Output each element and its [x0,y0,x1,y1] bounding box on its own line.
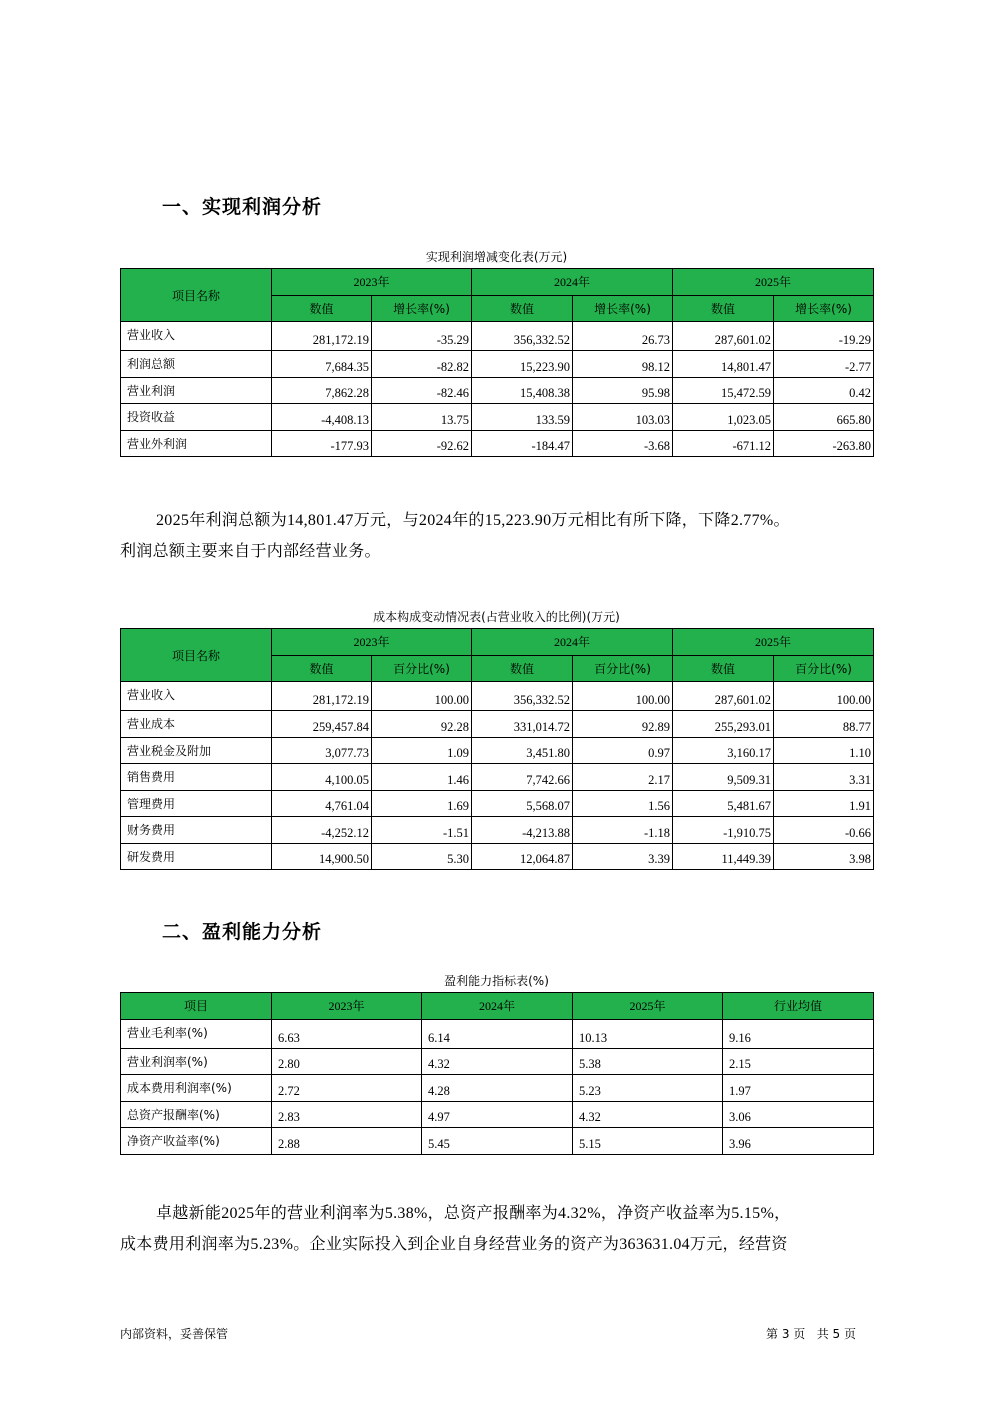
paragraph-line: 成本费用利润率为5.23%。企业实际投入到企业自身经营业务的资产为363631.04万元，经营资 [120,1236,788,1253]
table2-year: 2025年 [673,629,874,656]
table-row [121,1101,874,1128]
table2-caption: 成本构成变动情况表(占营业收入的比例)(万元) [373,610,620,624]
table1-sub-value: 数值 [472,295,573,322]
cell: -1.18 [573,817,673,844]
table-row [121,790,874,817]
cell: 9.16 [723,1019,874,1048]
cell: 14,801.47 [673,351,774,378]
cell: 5,568.07 [472,790,573,817]
cell: 15,472.59 [673,377,774,404]
section-title-profit: 一、实现利润分析 [162,196,323,218]
cell: 1.69 [372,790,472,817]
table-row [121,404,874,431]
cell: 4.32 [573,1101,723,1128]
cell: 2.83 [272,1101,422,1128]
paragraph-line: 利润总额主要来自于内部经营业务。 [120,543,381,560]
table-row [121,843,874,870]
cell: -82.46 [372,377,472,404]
cell: 0.97 [573,737,673,764]
paragraph-line: 2025年利润总额为14,801.47万元，与2024年的15,223.90万元相比有所下降，下降2.77%。 [156,512,790,529]
cell: 356,332.52 [472,682,573,711]
row-name: 营业税金及附加 [121,737,272,764]
cell: 103.03 [573,404,673,431]
table1-year: 2023年 [272,269,472,296]
cell: 13.75 [372,404,472,431]
cell: 3,451.80 [472,737,573,764]
cell: 6.63 [272,1019,422,1048]
cell: 2.80 [272,1048,422,1075]
row-name: 营业成本 [121,711,272,738]
cell: 5.23 [573,1075,723,1102]
cell: 3.39 [573,843,673,870]
table3-header: 2024年 [422,993,573,1020]
cell: 1,023.05 [673,404,774,431]
cell: 1.10 [774,737,874,764]
cell: 331,014.72 [472,711,573,738]
cell: 5.15 [573,1128,723,1155]
cell: 2.72 [272,1075,422,1102]
table1-sub-rate: 增长率(%) [573,295,673,322]
cell: -92.62 [372,430,472,457]
cell: 7,742.66 [472,764,573,791]
cell: 14,900.50 [272,843,372,870]
profitability-paragraph [120,1198,873,1260]
cell: 3.06 [723,1101,874,1128]
row-name: 总资产报酬率(%) [121,1101,272,1128]
cell: -184.47 [472,430,573,457]
row-name: 财务费用 [121,817,272,844]
cell: 281,172.19 [272,322,372,351]
cell: 3.96 [723,1128,874,1155]
table-row [121,1048,874,1075]
cell: 259,457.84 [272,711,372,738]
footer-page-number: 第 3 页 共 5 页 [766,1327,856,1341]
table1-caption: 实现利润增减变化表(万元) [425,250,568,264]
cell: 2.88 [272,1128,422,1155]
table-row [121,817,874,844]
cell: 3.98 [774,843,874,870]
paragraph-line: 卓越新能2025年的营业利润率为5.38%，总资产报酬率为4.32%，净资产收益率为5.15%， [156,1205,791,1222]
cell: 10.13 [573,1019,723,1048]
cell: 98.12 [573,351,673,378]
cell: -263.80 [774,430,874,457]
row-name: 营业收入 [121,682,272,711]
cell: 95.98 [573,377,673,404]
row-name: 净资产收益率(%) [121,1128,272,1155]
profit-paragraph [120,505,873,567]
cell: 2.15 [723,1048,874,1075]
cell: 4.32 [422,1048,573,1075]
cell: 0.42 [774,377,874,404]
table2-sub-pct: 百分比(%) [573,655,673,682]
cell: 12,064.87 [472,843,573,870]
cell: 281,172.19 [272,682,372,711]
cell: -177.93 [272,430,372,457]
row-name: 营业利润 [121,377,272,404]
table3-header: 2025年 [573,993,723,1020]
cell: 2.17 [573,764,673,791]
table2-sub-value: 数值 [272,655,372,682]
row-name: 营业毛利率(%) [121,1019,272,1048]
cell: 7,684.35 [272,351,372,378]
cell: 100.00 [573,682,673,711]
cell: 9,509.31 [673,764,774,791]
table1-header-name: 项目名称 [121,269,272,322]
cell: 3.31 [774,764,874,791]
table-row [121,322,874,351]
cell: -3.68 [573,430,673,457]
row-name: 成本费用利润率(%) [121,1075,272,1102]
cell: 287,601.02 [673,682,774,711]
table2-sub-pct: 百分比(%) [372,655,472,682]
table3-header: 项目 [121,993,272,1020]
table3-caption: 盈利能力指标表(%) [444,974,549,988]
profit-change-table [120,268,874,457]
cell: 6.14 [422,1019,573,1048]
cell: 1.56 [573,790,673,817]
cell: 1.46 [372,764,472,791]
table2-year: 2024年 [472,629,673,656]
footer-confidential: 内部资料，妥善保管 [120,1327,229,1341]
cell: 1.91 [774,790,874,817]
table-row [121,430,874,457]
cell: -19.29 [774,322,874,351]
cell: -1.51 [372,817,472,844]
cell: -4,213.88 [472,817,573,844]
table1-year: 2025年 [673,269,874,296]
table-row [121,764,874,791]
cell: 3,077.73 [272,737,372,764]
table-row [121,711,874,738]
table-row [121,737,874,764]
table-row [121,1019,874,1048]
cell: -4,252.12 [272,817,372,844]
cell: 287,601.02 [673,322,774,351]
table-row [121,682,874,711]
cell: 5.38 [573,1048,723,1075]
cell: 5.45 [422,1128,573,1155]
cell: 255,293.01 [673,711,774,738]
cell: 665.80 [774,404,874,431]
table2-header-name: 项目名称 [121,629,272,682]
table2-sub-pct: 百分比(%) [774,655,874,682]
cell: 4.28 [422,1075,573,1102]
cell: 3,160.17 [673,737,774,764]
cell: 4.97 [422,1101,573,1128]
cell: 356,332.52 [472,322,573,351]
cell: 88.77 [774,711,874,738]
cell: 15,408.38 [472,377,573,404]
cell: 1.09 [372,737,472,764]
table1-sub-rate: 增长率(%) [372,295,472,322]
table1-sub-value: 数值 [272,295,372,322]
cell: -671.12 [673,430,774,457]
row-name: 研发费用 [121,843,272,870]
cell: 7,862.28 [272,377,372,404]
cell: 5.30 [372,843,472,870]
row-name: 利润总额 [121,351,272,378]
cell: 133.59 [472,404,573,431]
cell: 4,761.04 [272,790,372,817]
table1-sub-rate: 增长率(%) [774,295,874,322]
table3-header: 行业均值 [723,993,874,1020]
cell: -2.77 [774,351,874,378]
cell: 100.00 [774,682,874,711]
cell: 15,223.90 [472,351,573,378]
section-title-profitability: 二、盈利能力分析 [162,921,323,943]
cell: 92.28 [372,711,472,738]
table2-sub-value: 数值 [472,655,573,682]
table3-header: 2023年 [272,993,422,1020]
table1-sub-value: 数值 [673,295,774,322]
table1-year: 2024年 [472,269,673,296]
row-name: 营业利润率(%) [121,1048,272,1075]
row-name: 销售费用 [121,764,272,791]
cell: 100.00 [372,682,472,711]
cell: -1,910.75 [673,817,774,844]
table2-year: 2023年 [272,629,472,656]
table-row [121,377,874,404]
cell: -82.82 [372,351,472,378]
row-name: 投资收益 [121,404,272,431]
row-name: 营业外利润 [121,430,272,457]
table-row [121,1075,874,1102]
cell: -4,408.13 [272,404,372,431]
row-name: 管理费用 [121,790,272,817]
cell: -35.29 [372,322,472,351]
cell: 26.73 [573,322,673,351]
cell: 5,481.67 [673,790,774,817]
table2-sub-value: 数值 [673,655,774,682]
table-row [121,1128,874,1155]
cell: 4,100.05 [272,764,372,791]
cell: 1.97 [723,1075,874,1102]
cell: 92.89 [573,711,673,738]
cell: 11,449.39 [673,843,774,870]
cost-structure-table [120,628,874,870]
row-name: 营业收入 [121,322,272,351]
cell: -0.66 [774,817,874,844]
table-row [121,351,874,378]
profitability-table [120,992,874,1155]
